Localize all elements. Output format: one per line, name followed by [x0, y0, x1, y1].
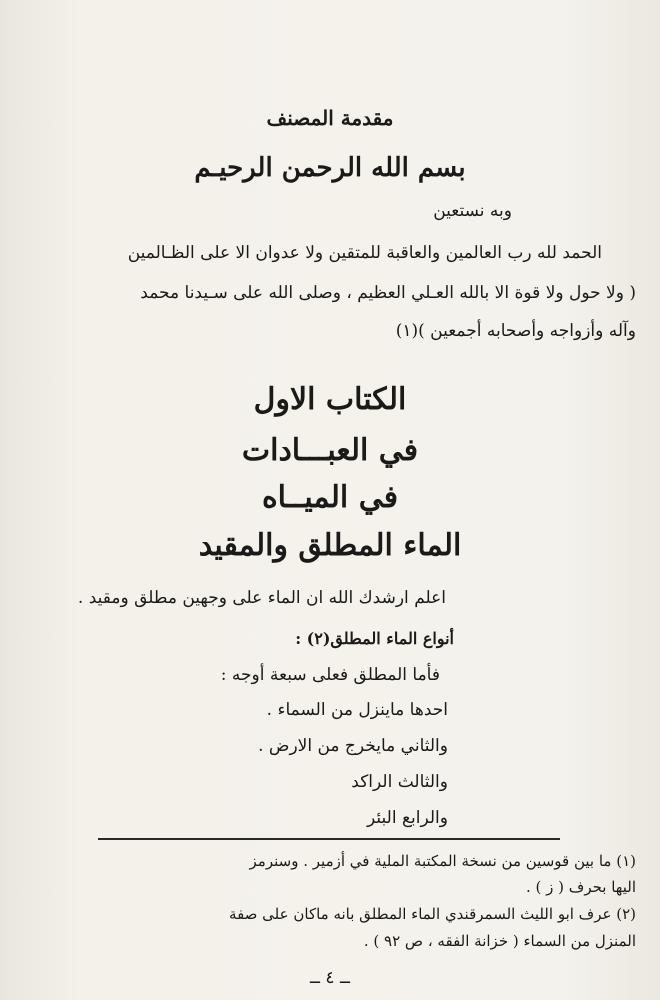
subheading-absolute-water: أنواع الماء المطلق(٢) :: [295, 629, 454, 648]
water-types-title: الماء المطلق والمقيد: [198, 528, 462, 563]
list-item: والثالث الراكد: [351, 772, 448, 792]
list-intro: فأما المطلق فعلى سبعة أوجه :: [220, 665, 440, 685]
intro-line-1: الحمد لله رب العالمين والعاقبة للمتقين ولا عدوان الا على الظـالمين: [127, 243, 602, 263]
footnote-divider: [98, 838, 560, 840]
waters-title: في الميــاه: [261, 480, 399, 515]
footnote-1-line-2: اليها بحرف ( ز ) .: [526, 878, 636, 896]
seeking-help-line: وبه نستعين: [433, 201, 512, 221]
list-item: والثاني مايخرج من الارض .: [258, 736, 448, 756]
basmala: بسم الله الرحمن الرحيـم: [194, 153, 466, 183]
author-intro-heading: مقدمة المصنف: [266, 106, 394, 130]
page-number: ــ ٤ ــ: [310, 968, 350, 988]
intro-line-2: ( ولا حول ولا قوة الا بالله العـلي العظيم ، وصلى الله على سـيدنا محمد: [140, 283, 636, 303]
footnote-1-line-1: (١) ما بين قوسين من نسخة المكتبة الملية في أزمير . وسنرمز: [249, 852, 636, 870]
worship-title: في العبـــادات: [241, 433, 419, 468]
footnote-2-line-2: المنزل من السماء ( خزانة الفقه ، ص ٩٢ ) .: [363, 932, 636, 950]
body-line-1: اعلم ارشدك الله ان الماء على وجهين مطلق ومقيد .: [77, 588, 446, 608]
footnote-2-line-1: (٢) عرف ابو الليث السمرقندي الماء المطلق بانه ماكان على صفة: [229, 905, 636, 923]
intro-line-3: وآله وأزواجه وأصحابه أجمعين )(١): [395, 321, 636, 341]
list-item: احدها ماينزل من السماء .: [266, 700, 448, 720]
book-title: الكتاب الاول: [253, 382, 407, 417]
list-item: والرابع البئر: [367, 808, 448, 828]
